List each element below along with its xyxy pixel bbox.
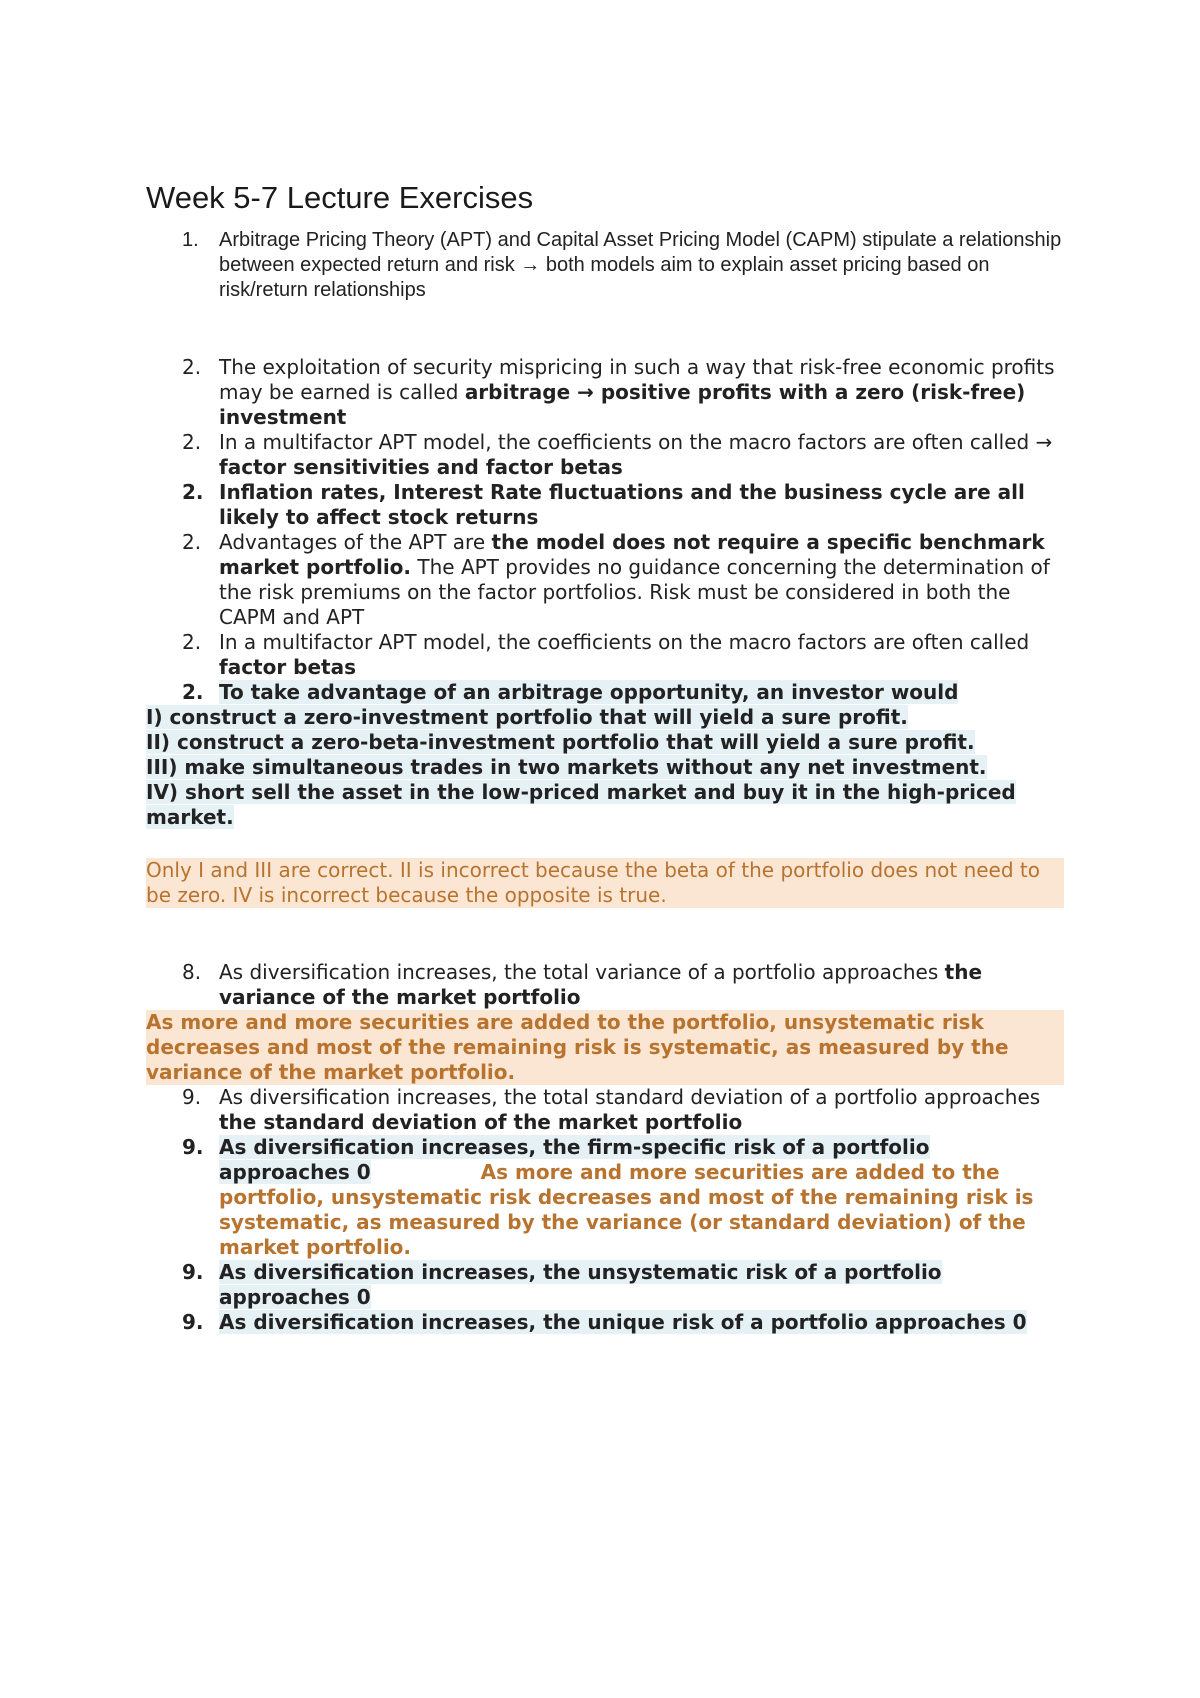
list-item [146,960,1064,1010]
item-number: 9. [182,1260,204,1284]
list-item [146,630,1064,680]
item-number: 2. [182,630,202,654]
document-page [146,180,1064,1335]
option-ii: II) construct a zero-beta-investment portfolio that will yield a sure profit. [146,730,975,754]
item-text: In a multifactor APT model, the coefficients on the macro factors are often called [219,630,1030,654]
item-number: 2. [182,530,202,554]
item-number: 8. [182,960,202,984]
list-item [146,1135,1064,1260]
answer-explanation: As more and more securities are added to the portfolio, unsystematic risk decreases and most of the remaining risk is systematic, as measured by the variance (or standard deviation) of the market portfolio. [219,1160,1034,1259]
item-text-continued: The APT provides no guidance concerning the determination of the risk premiums on the factor portfolios. Risk must be considered in both the CAPM and APT [219,555,1050,629]
item-bold-text: As diversification increases, the firm-specific risk of a portfolio approaches 0 [219,1135,930,1184]
option-i: I) construct a zero-investment portfolio that will yield a sure profit. [146,705,908,729]
list-item [146,680,1064,705]
item-number: 9. [182,1310,204,1334]
item-bold-text: arbitrage → positive profits with a zero (risk-free) investment [219,380,1026,429]
item-text: The exploitation of security mispricing in such a way that risk-free economic profits may be earned is called [219,355,1055,404]
item-bold-text: factor sensitivities and factor betas [219,455,623,479]
item-number: 2. [182,430,202,454]
item-bold-text: the standard deviation of the market portfolio [219,1110,743,1134]
item-text: In a multifactor APT model, the coefficients on the macro factors are often called → [219,430,1053,454]
list-item [146,228,1064,303]
item-text: Advantages of the APT are [219,530,492,554]
item-bold-text: To take advantage of an arbitrage opportunity, an investor would [219,680,959,704]
item-bold-text: the variance of the market portfolio [219,960,983,1009]
option-iii: III) make simultaneous trades in two markets without any net investment. [146,755,987,779]
list-item [146,430,1064,480]
answer-explanation: As more and more securities are added to the portfolio, unsystematic risk decreases and most of the remaining risk is systematic, as measured by the variance of the market portfolio. [146,1010,1064,1085]
item-number: 1. [182,229,199,251]
item-bold-text: factor betas [219,655,357,679]
item-text: Arbitrage Pricing Theory (APT) and Capital Asset Pricing Model (CAPM) stipulate a relationship between expected return and risk → both models aim to explain asset pricing based on risk/return relationships [219,229,1062,301]
list-item [146,1310,1064,1335]
item-number: 9. [182,1135,204,1159]
item-number: 9. [182,1085,202,1109]
item-bold-text: As diversification increases, the unique risk of a portfolio approaches 0 [219,1310,1027,1334]
list-item [146,480,1064,530]
item-number: 2. [182,355,202,379]
item-bold-text: the model does not require a specific benchmark market portfolio. [219,530,1045,579]
answer-explanation: Only I and III are correct. II is incorrect because the beta of the portfolio does not need to be zero. IV is incorrect because the opposite is true. [146,858,1064,908]
item-text: As diversification increases, the total variance of a portfolio approaches [219,960,945,984]
item-number: 2. [182,480,204,504]
option-iv: IV) short sell the asset in the low-priced market and buy it in the high-priced market. [146,780,1016,829]
list-item [146,355,1064,430]
list-item [146,1260,1064,1310]
option-list [146,705,1064,830]
item-number: 2. [182,680,204,704]
list-item [146,1085,1064,1135]
item-bold-text: As diversification increases, the unsystematic risk of a portfolio approaches 0 [219,1260,942,1309]
list-item [146,530,1064,630]
page-title: Week 5-7 Lecture Exercises [146,180,534,215]
item-text: As diversification increases, the total standard deviation of a portfolio approaches [219,1085,1041,1109]
item-bold-text: Inflation rates, Interest Rate fluctuations and the business cycle are all likely to affect stock returns [219,480,1025,529]
